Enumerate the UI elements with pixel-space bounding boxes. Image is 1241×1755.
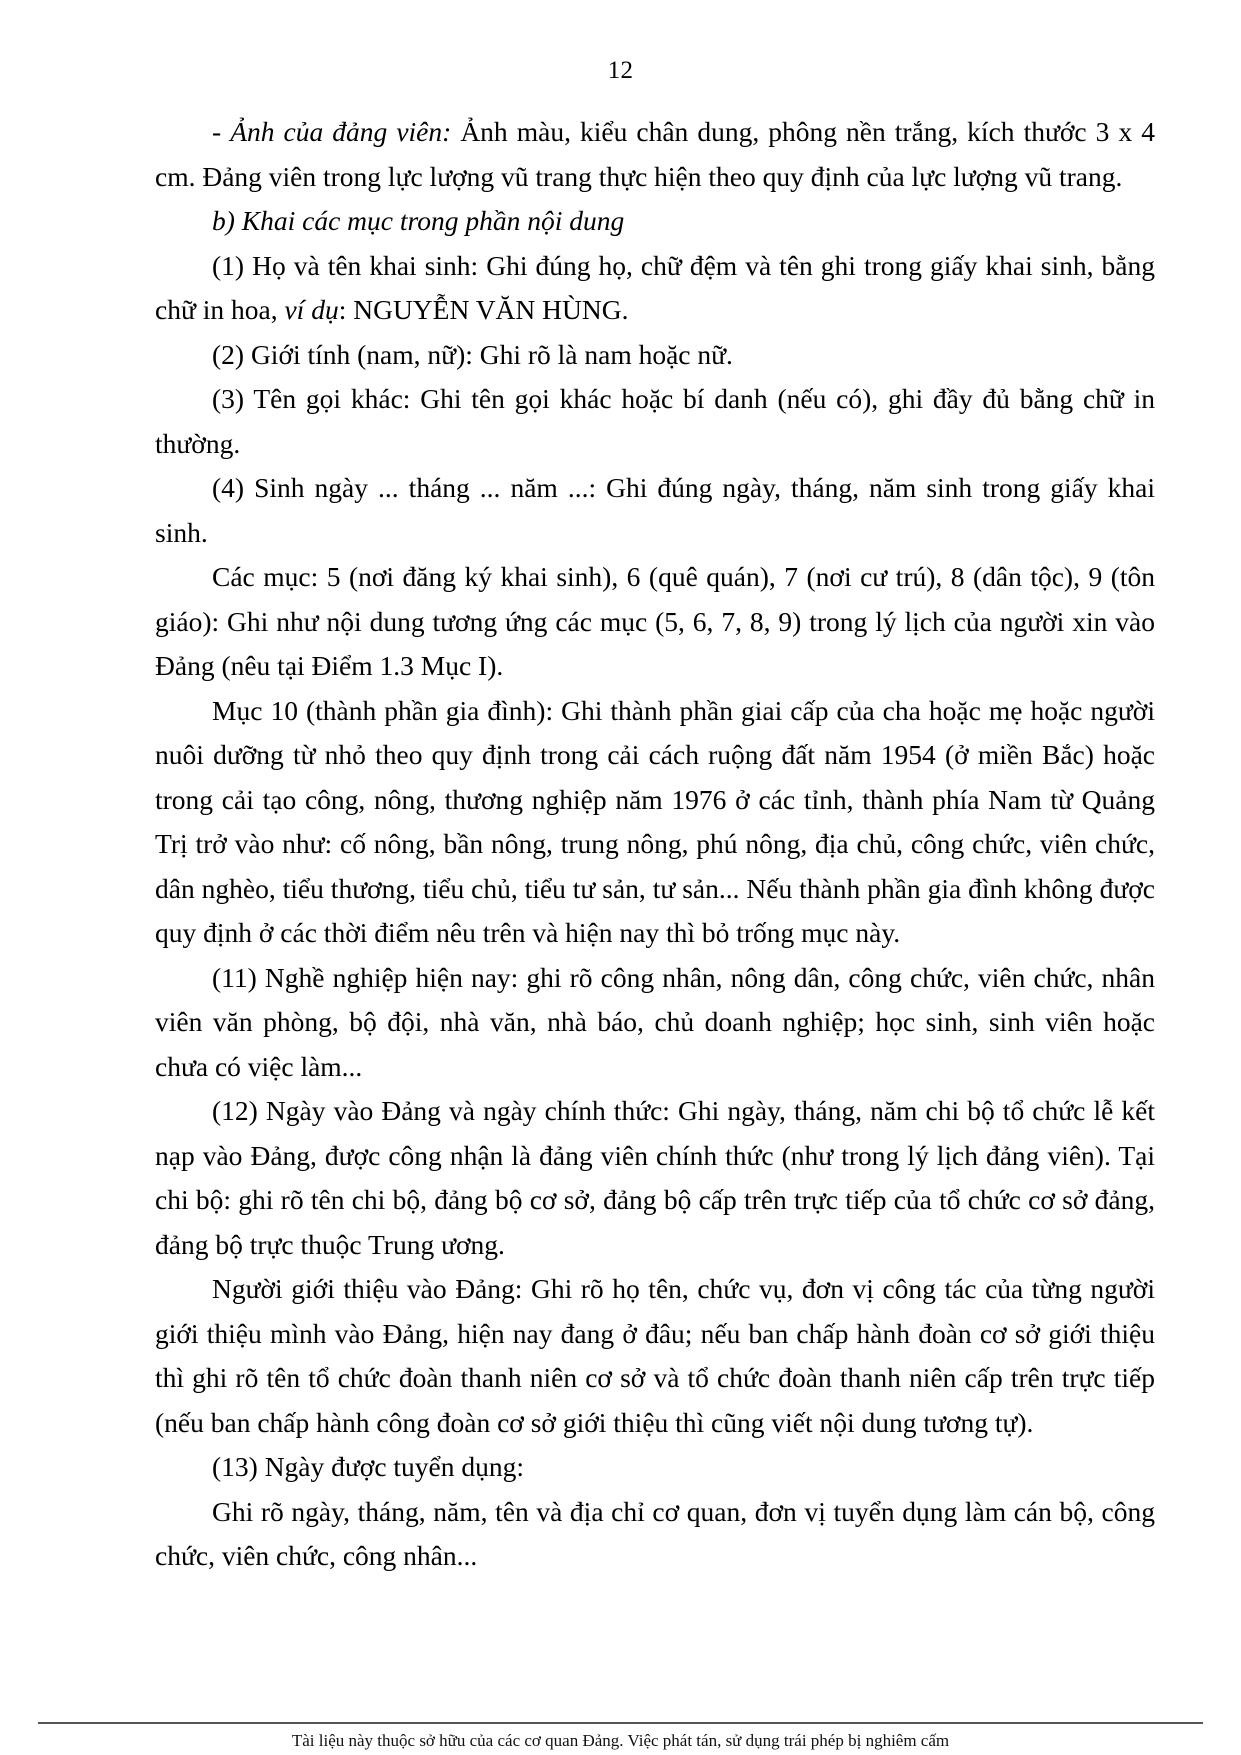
paragraph-item-2: (2) Giới tính (nam, nữ): Ghi rõ là nam hoặc nữ. xyxy=(212,338,733,370)
heading-section-b-label: b) Khai các mục trong phần nội dung xyxy=(212,205,625,236)
page-number: 12 xyxy=(607,57,634,84)
footer-note: Tài liệu này thuộc sở hữu của các cơ quan Đảng. Việc phát tán, sử dụng trái phép bị nghiêm cấm xyxy=(291,1731,950,1750)
paragraph-item-13-detail: Ghi rõ ngày, tháng, năm, tên và địa chỉ cơ quan, đơn vị tuyển dụng làm cán bộ, công chức, viên chức, công nhân... xyxy=(155,1495,1155,1571)
paragraph-item-10: Mục 10 (thành phần gia đình): Ghi thành phần giai cấp của cha hoặc mẹ hoặc người nuôi dưỡng từ nhỏ theo quy định trong cải cách ruộng đất năm 1954 (ở miền Bắc) hoặc trong cải tạo công, nông, thương nghiệp năm 1976 ở các tỉnh, thành phía Nam từ Quảng Trị trở vào như: cố nông, bần nông, trung nông, phú nông, địa chủ, công chức, viên chức, dân nghèo, tiểu thương, tiểu chủ, tiểu tư sản, tư sản... Nếu thành phần gia đình không được quy định ở các thời điểm nêu trên và hiện nay thì bỏ trống mục này. xyxy=(155,694,1155,948)
heading-section-b xyxy=(155,199,1155,244)
document-body xyxy=(155,110,1155,1579)
paragraph-item-12: (12) Ngày vào Đảng và ngày chính thức: Ghi ngày, tháng, năm chi bộ tổ chức lễ kết nạp vào Đảng, được công nhận là đảng viên chính thức (như trong lý lịch đảng viên). Tại chi bộ: ghi rõ tên chi bộ, đảng bộ cơ sở, đảng bộ cấp trên trực tiếp của tổ chức cơ sở đảng, đảng bộ trực thuộc Trung ương. xyxy=(155,1095,1155,1260)
paragraph-items-5-to-9: Các mục: 5 (nơi đăng ký khai sinh), 6 (quê quán), 7 (nơi cư trú), 8 (dân tộc), 9 (tôn giáo): Ghi như nội dung tương ứng các mục (5, 6, 7, 8, 9) trong lý lịch của người xin vào Đảng (nêu tại Điểm 1.3 Mục I). xyxy=(155,561,1155,681)
paragraph-introducer: Người giới thiệu vào Đảng: Ghi rõ họ tên, chức vụ, đơn vị công tác của từng người giới thiệu mình vào Đảng, hiện nay đang ở đâu; nếu ban chấp hành đoàn cơ sở giới thiệu thì ghi rõ tên tổ chức đoàn thanh niên cơ sở và tổ chức đoàn thanh niên cấp trên trực tiếp (nếu ban chấp hành công đoàn cơ sở giới thiệu thì cũng viết nội dung tương tự). xyxy=(155,1273,1155,1438)
item-1-before: (1) Họ và tên khai sinh: Ghi đúng họ, chữ đệm và tên ghi trong giấy khai sinh, bằng chữ in hoa, xyxy=(155,249,1155,325)
paragraph-item-11: (11) Nghề nghiệp hiện nay: ghi rõ công nhân, nông dân, công chức, viên chức, nhân viên văn phòng, bộ đội, nhà văn, nhà báo, chủ doanh nghiệp; học sinh, sinh viên hoặc chưa có việc làm... xyxy=(155,961,1155,1082)
item-1-after: : NGUYỄN VĂN HÙNG. xyxy=(338,294,629,325)
paragraph-item-3: (3) Tên gọi khác: Ghi tên gọi khác hoặc bí danh (nếu có), ghi đầy đủ bằng chữ in thường. xyxy=(155,383,1155,459)
item-1-example-italic: ví dụ xyxy=(284,294,339,325)
paragraph-item-13: (13) Ngày được tuyển dụng: xyxy=(212,1451,525,1482)
photo-label-italic: - Ảnh của đảng viên: xyxy=(212,116,452,147)
footer-divider xyxy=(38,1722,1203,1724)
paragraph-item-4: (4) Sinh ngày ... tháng ... năm ...: Ghi đúng ngày, tháng, năm sinh trong giấy khai sinh. xyxy=(155,472,1155,548)
photo-requirements-text: Ảnh màu, kiểu chân dung, phông nền trắng, kích thước 3 x 4 cm. Đảng viên trong lực lượng vũ trang thực hiện theo quy định của lực lượng vũ trang. xyxy=(155,116,1155,192)
paragraph-item-1 xyxy=(155,244,1155,333)
paragraph-photo-requirements xyxy=(155,110,1155,199)
